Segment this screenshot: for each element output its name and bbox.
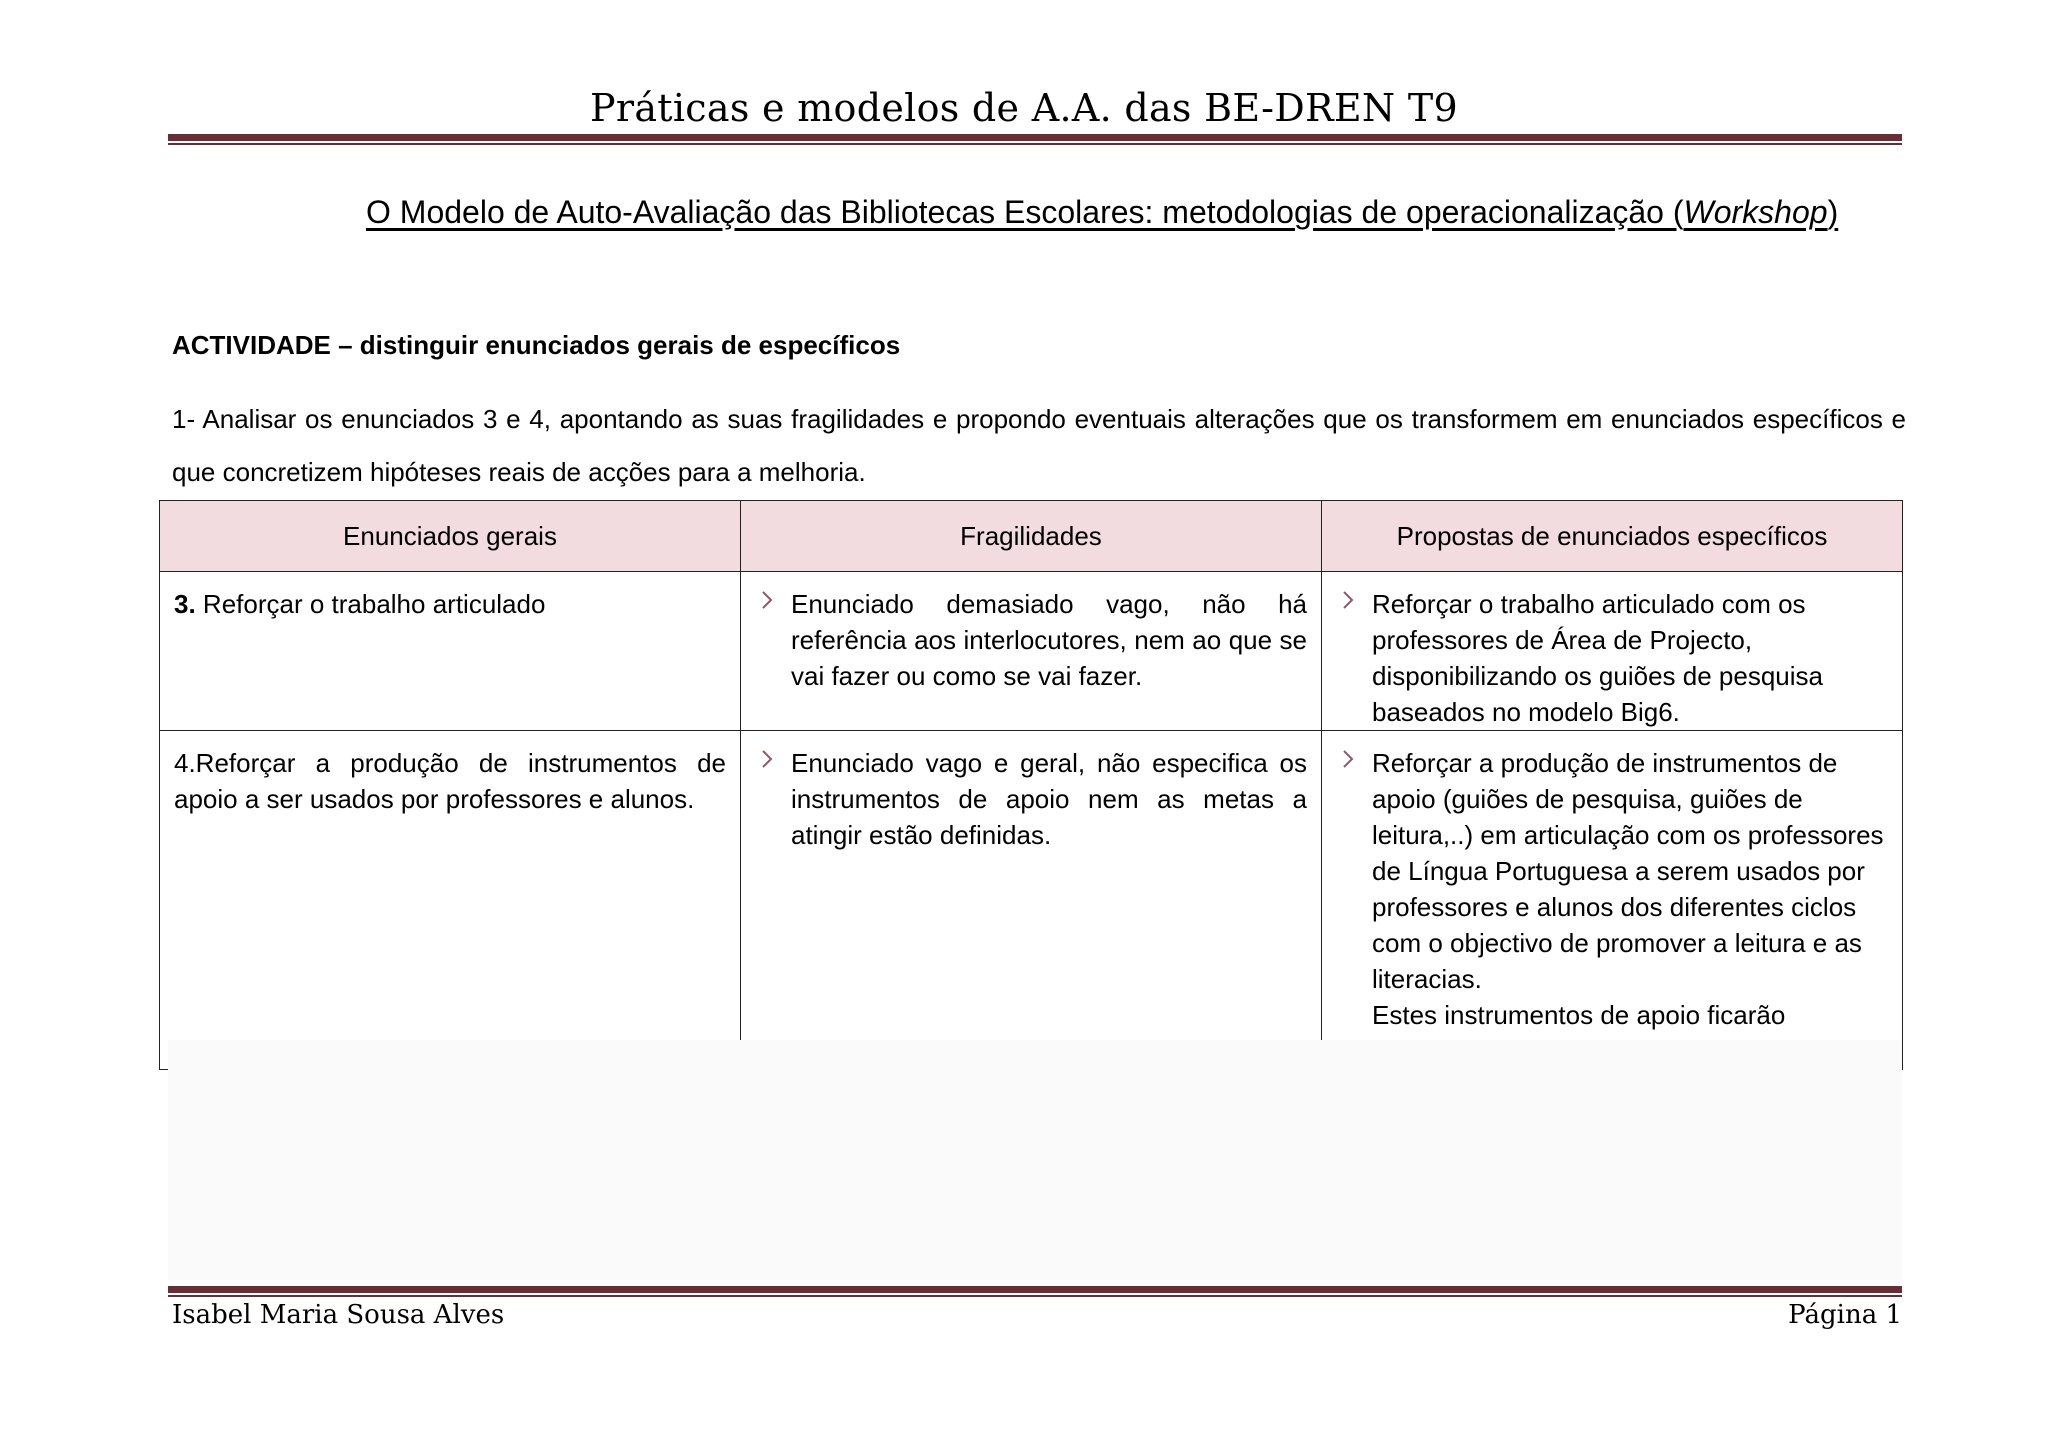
blank-area [168, 1040, 1902, 1280]
subtitle-italic: Workshop [1683, 194, 1828, 230]
footer-rule-thick [168, 1286, 1902, 1293]
header-rule-thick [168, 134, 1902, 141]
general-statement: 4.Reforçar a produção de instrumentos de apoio a ser usados por professores e alunos. [174, 748, 726, 814]
subtitle-main: O Modelo de Auto-Avaliação das Bibliotecas Escolares: metodologias de operacionalização ( [366, 194, 1684, 230]
statements-table [159, 500, 1903, 1070]
document-subtitle [366, 194, 1838, 231]
proposal-bullet [1336, 745, 1888, 1069]
weakness-text: Enunciado vago e geral, não especifica os instrumentos de apoio nem as metas a atingir estão definidas. [791, 748, 1307, 850]
activity-heading: ACTIVIDADE – distinguir enunciados gerais de específicos [172, 330, 901, 360]
activity-instruction: 1- Analisar os enunciados 3 e 4, apontando as suas fragilidades e propondo eventuais alterações que os transformem em enunciados específicos e que concretizem hipóteses reais de acções para a melhoria. [172, 404, 1906, 487]
weakness-bullet [755, 586, 1307, 694]
header-weaknesses: Fragilidades [741, 501, 1322, 572]
general-statement-cell [160, 731, 741, 1070]
table-header-row [160, 501, 1903, 572]
header-title: Práticas e modelos de A.A. das BE-DREN T9 [590, 86, 1458, 130]
proposal-text [1372, 745, 1888, 1069]
page-number: Página 1 [1788, 1300, 1902, 1330]
table-row [160, 572, 1903, 731]
subtitle-close: ) [1827, 194, 1839, 230]
weakness-bullet [755, 745, 1307, 853]
chevron-right-icon [1338, 745, 1372, 781]
general-statement-cell [160, 572, 741, 731]
statement-number: 3. [174, 589, 196, 619]
proposal-main: Reforçar a produção de instrumentos de apoio (guiões de pesquisa, guiões de leitura,..) em articulação com os professores de Língua Portuguesa a serem usados por professores e alunos dos diferentes ciclos com o objectivo de promover a leitura e as literacias. [1372, 748, 1884, 994]
weakness-text: Enunciado demasiado vago, não há referência aos interlocutores, nem ao que se vai fazer ou como se vai fazer. [791, 589, 1307, 691]
weakness-cell [741, 572, 1322, 731]
header-proposals: Propostas de enunciados específicos [1322, 501, 1903, 572]
proposal-cell [1322, 731, 1903, 1070]
proposal-text: Reforçar o trabalho articulado com os professores de Área de Projecto, disponibilizando os guiões de pesquisa baseados no modelo Big6. [1372, 589, 1823, 727]
proposal-extra: Estes instrumentos de apoio ficarão [1372, 1000, 1786, 1030]
chevron-right-icon [757, 586, 791, 622]
footer-rule-thin [168, 1295, 1902, 1297]
table-row [160, 731, 1903, 1070]
footer-author: Isabel Maria Sousa Alves [172, 1300, 505, 1330]
proposal-bullet [1336, 586, 1888, 730]
weakness-cell [741, 731, 1322, 1070]
proposal-cell [1322, 572, 1903, 731]
header-rule-thin [168, 143, 1902, 145]
general-statement: Reforçar o trabalho articulado [195, 589, 546, 619]
chevron-right-icon [1338, 586, 1372, 622]
header-general: Enunciados gerais [160, 501, 741, 572]
chevron-right-icon [757, 745, 791, 781]
